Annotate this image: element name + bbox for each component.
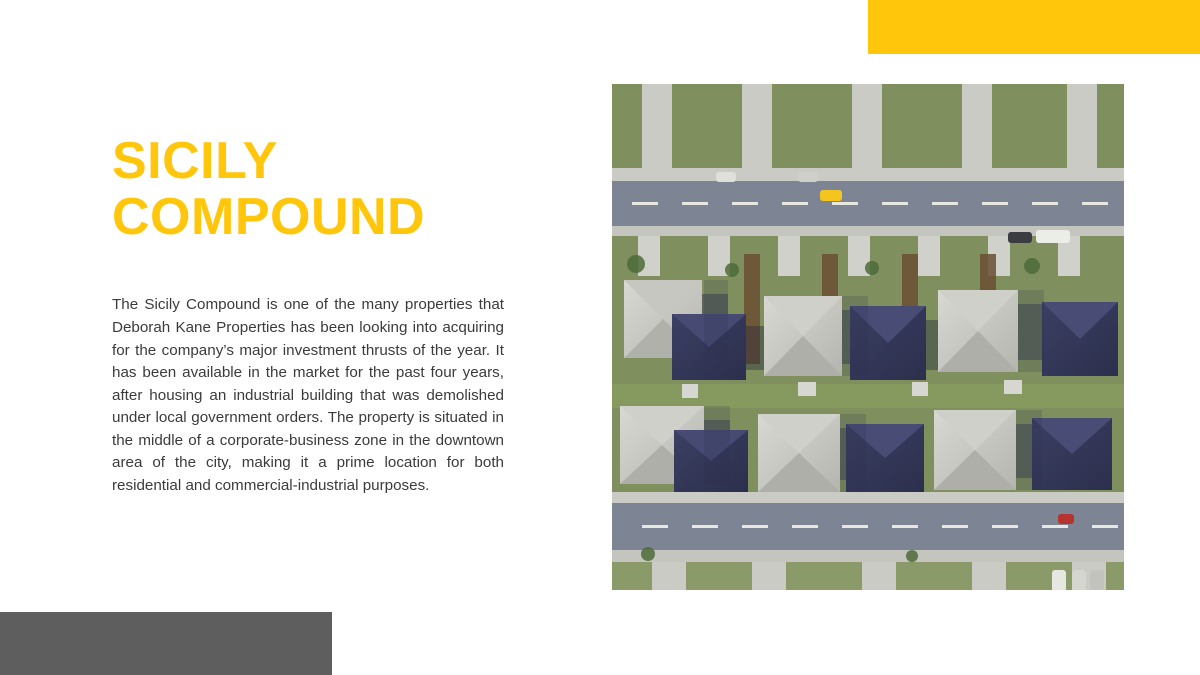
text-column bbox=[112, 133, 504, 498]
page-title-line-1: SICILY bbox=[112, 132, 278, 190]
body-paragraph: The Sicily Compound is one of the many properties that Deborah Kane Properties has been looking into acquiring for the company’s major investment thrusts of the year. It has been available in the market for the past four years, after housing an industrial building that was demolished under local government orders. The property is situated in the middle of a corporate-business zone in the downtown area of the city, making it a prime location for both residential and commercial-industrial purposes. bbox=[112, 296, 504, 495]
page-title bbox=[112, 133, 504, 245]
aerial-suburban-housing-photo bbox=[612, 84, 1124, 590]
accent-block-top-right bbox=[868, 0, 1200, 54]
page-title-line-2: COMPOUND bbox=[112, 188, 426, 247]
accent-block-bottom-left bbox=[0, 612, 332, 675]
